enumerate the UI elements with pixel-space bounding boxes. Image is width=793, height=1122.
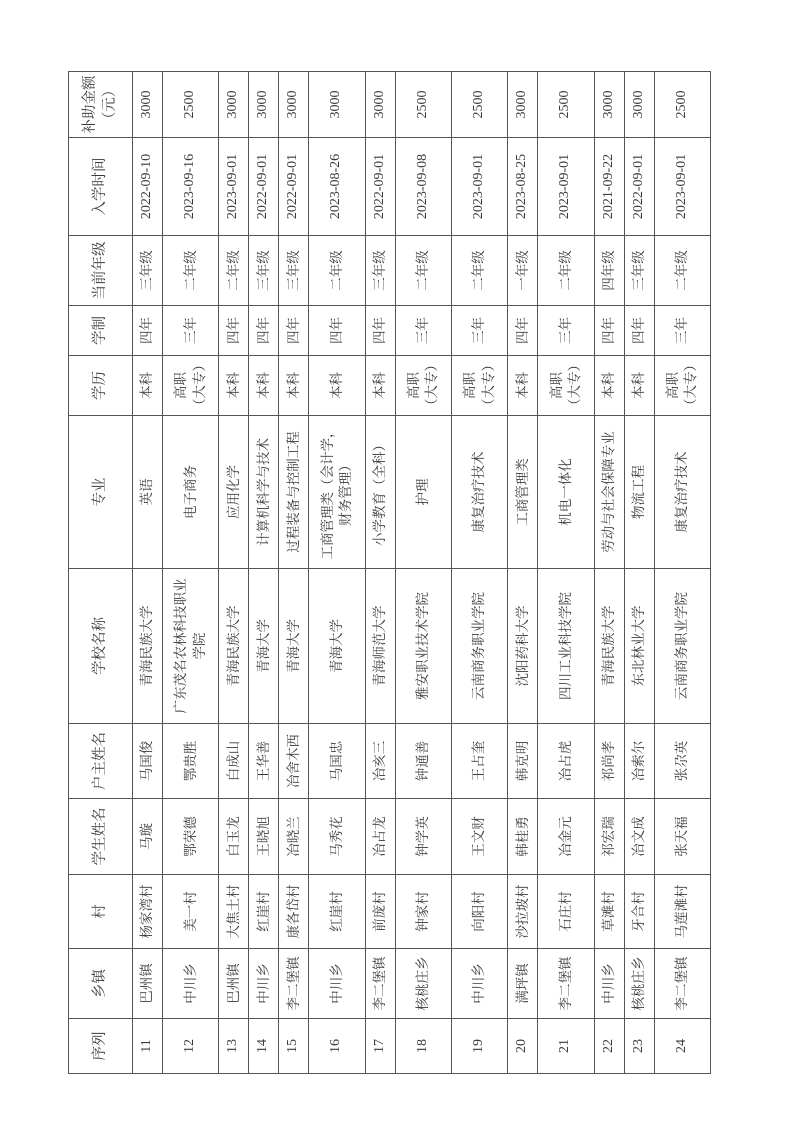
table-row — [508, 72, 538, 1074]
table-cell: 过程装备与控制工程 — [279, 416, 309, 569]
table-cell: 15 — [279, 1019, 309, 1074]
table-cell: 三年级 — [249, 236, 279, 306]
table-cell: 19 — [451, 1019, 507, 1074]
table-cell: 本科 — [309, 356, 365, 416]
table-cell: 3000 — [133, 72, 163, 138]
table-cell: 云南商务职业学院 — [451, 569, 507, 724]
table-cell: 康各岱村 — [279, 875, 309, 949]
table-cell: 康复治疗技术 — [451, 416, 507, 569]
header-cell: 补助金额（元） — [69, 72, 133, 138]
table-cell: 2023-09-01 — [219, 138, 249, 236]
rotated-table-wrapper — [68, 72, 711, 1074]
table-cell: 3000 — [365, 72, 395, 138]
table-cell: 3000 — [508, 72, 538, 138]
table-cell: 冶占龙 — [365, 799, 395, 875]
table-cell: 11 — [133, 1019, 163, 1074]
table-cell: 高职（大专） — [162, 356, 218, 416]
table-cell: 冶金元 — [538, 799, 594, 875]
table-cell: 向阳村 — [451, 875, 507, 949]
table-cell: 核桃庄乡 — [395, 949, 451, 1019]
table-cell: 23 — [624, 1019, 654, 1074]
header-cell: 当前年级 — [69, 236, 133, 306]
table-row — [538, 72, 594, 1074]
table-cell: 二年级 — [538, 236, 594, 306]
table-cell: 四年 — [309, 306, 365, 356]
table-cell: 三年 — [162, 306, 218, 356]
table-row — [249, 72, 279, 1074]
table-row — [594, 72, 624, 1074]
table-cell: 2500 — [538, 72, 594, 138]
table-cell: 2022-09-01 — [249, 138, 279, 236]
table-cell: 张天福 — [654, 799, 711, 875]
table-cell: 四年 — [279, 306, 309, 356]
table-cell: 马国忠 — [309, 724, 365, 799]
table-cell: 3000 — [279, 72, 309, 138]
table-cell: 3000 — [249, 72, 279, 138]
table-cell: 中川乡 — [249, 949, 279, 1019]
table-cell: 22 — [594, 1019, 624, 1074]
table-cell: 王占奎 — [451, 724, 507, 799]
table-cell: 二年级 — [309, 236, 365, 306]
table-cell: 2023-09-01 — [538, 138, 594, 236]
table-cell: 李二堡镇 — [654, 949, 711, 1019]
table-cell: 机电一体化 — [538, 416, 594, 569]
table-cell: 康复治疗技术 — [654, 416, 711, 569]
table-cell: 雅安职业技术学院 — [395, 569, 451, 724]
table-cell: 鄂荣德 — [162, 799, 218, 875]
table-cell: 青海民族大学 — [133, 569, 163, 724]
table-cell: 劳动与社会保障专业 — [594, 416, 624, 569]
table-cell: 美一村 — [162, 875, 218, 949]
table-row — [162, 72, 218, 1074]
header-cell: 学生姓名 — [69, 799, 133, 875]
table-cell: 12 — [162, 1019, 218, 1074]
table-cell: 红崖村 — [309, 875, 365, 949]
table-cell: 14 — [249, 1019, 279, 1074]
table-cell: 高职（大专） — [538, 356, 594, 416]
table-cell: 王晓旭 — [249, 799, 279, 875]
table-row — [279, 72, 309, 1074]
table-cell: 二年级 — [395, 236, 451, 306]
table-cell: 三年级 — [365, 236, 395, 306]
table-cell: 2023-08-26 — [309, 138, 365, 236]
table-cell: 巴州镇 — [219, 949, 249, 1019]
table-cell: 钟通善 — [395, 724, 451, 799]
table-row — [654, 72, 711, 1074]
table-cell: 四年 — [133, 306, 163, 356]
table-cell: 鄂贵胜 — [162, 724, 218, 799]
table-cell: 冶占虎 — [538, 724, 594, 799]
table-cell: 2023-08-25 — [508, 138, 538, 236]
table-row — [451, 72, 507, 1074]
table-cell: 满坪镇 — [508, 949, 538, 1019]
table-cell: 红崖村 — [249, 875, 279, 949]
table-cell: 一年级 — [508, 236, 538, 306]
table-cell: 李二堡镇 — [538, 949, 594, 1019]
table-cell: 2022-09-01 — [279, 138, 309, 236]
table-cell: 护理 — [395, 416, 451, 569]
table-cell: 冶索尔 — [624, 724, 654, 799]
table-cell: 张尕英 — [654, 724, 711, 799]
table-cell: 东北林业大学 — [624, 569, 654, 724]
table-cell: 18 — [395, 1019, 451, 1074]
header-cell: 学制 — [69, 306, 133, 356]
table-cell: 祁宏瑞 — [594, 799, 624, 875]
header-row — [69, 72, 133, 1074]
table-cell: 电子商务 — [162, 416, 218, 569]
table-cell: 2022-09-01 — [624, 138, 654, 236]
table-cell: 二年级 — [451, 236, 507, 306]
table-cell: 3000 — [624, 72, 654, 138]
table-row — [395, 72, 451, 1074]
table-cell: 20 — [508, 1019, 538, 1074]
table-cell: 英语 — [133, 416, 163, 569]
table-cell: 中川乡 — [162, 949, 218, 1019]
table-cell: 钟学英 — [395, 799, 451, 875]
table-cell: 本科 — [133, 356, 163, 416]
table-cell: 13 — [219, 1019, 249, 1074]
table-cell: 白玉龙 — [219, 799, 249, 875]
table-cell: 21 — [538, 1019, 594, 1074]
table-cell: 二年级 — [654, 236, 711, 306]
table-cell: 韩克明 — [508, 724, 538, 799]
header-cell: 村 — [69, 875, 133, 949]
table-cell: 三年级 — [133, 236, 163, 306]
table-cell: 四年 — [365, 306, 395, 356]
table-row — [624, 72, 654, 1074]
table-cell: 沈阳药科大学 — [508, 569, 538, 724]
table-cell: 16 — [309, 1019, 365, 1074]
table-cell: 李二堡镇 — [279, 949, 309, 1019]
table-cell: 3000 — [594, 72, 624, 138]
table-cell: 杨家湾村 — [133, 875, 163, 949]
table-cell: 三年级 — [624, 236, 654, 306]
table-cell: 高职（大专） — [395, 356, 451, 416]
table-cell: 钟家村 — [395, 875, 451, 949]
header-cell: 入学时间 — [69, 138, 133, 236]
table-body — [133, 72, 711, 1074]
table-cell: 2500 — [162, 72, 218, 138]
table-cell: 17 — [365, 1019, 395, 1074]
table-cell: 24 — [654, 1019, 711, 1074]
table-cell: 物流工程 — [624, 416, 654, 569]
table-cell: 四年 — [219, 306, 249, 356]
table-cell: 牙合村 — [624, 875, 654, 949]
table-cell: 中川乡 — [309, 949, 365, 1019]
table-cell: 2023-09-01 — [451, 138, 507, 236]
table-cell: 广东茂名农林科技职业学院 — [162, 569, 218, 724]
table-cell: 2022-09-10 — [133, 138, 163, 236]
table-cell: 李二堡镇 — [365, 949, 395, 1019]
table-cell: 四川工业科技学院 — [538, 569, 594, 724]
table-cell: 2023-09-16 — [162, 138, 218, 236]
table-cell: 云南商务职业学院 — [654, 569, 711, 724]
header-cell: 户主姓名 — [69, 724, 133, 799]
table-cell: 2022-09-01 — [365, 138, 395, 236]
table-cell: 2500 — [451, 72, 507, 138]
table-cell: 三年 — [538, 306, 594, 356]
table-cell: 工商管理类（会计学，财务管理） — [309, 416, 365, 569]
table-cell: 前庞村 — [365, 875, 395, 949]
table-cell: 四年 — [508, 306, 538, 356]
table-cell: 石庄村 — [538, 875, 594, 949]
table-cell: 高职（大专） — [654, 356, 711, 416]
table-cell: 四年 — [594, 306, 624, 356]
table-cell: 三年 — [654, 306, 711, 356]
table-cell: 青海民族大学 — [594, 569, 624, 724]
table-cell: 大焦土村 — [219, 875, 249, 949]
header-cell: 专业 — [69, 416, 133, 569]
table-cell: 马秀花 — [309, 799, 365, 875]
table-cell: 草滩村 — [594, 875, 624, 949]
header-cell: 学校名称 — [69, 569, 133, 724]
table-cell: 青海大学 — [309, 569, 365, 724]
header-cell: 序列 — [69, 1019, 133, 1074]
table-cell: 应用化学 — [219, 416, 249, 569]
table-cell: 冶晓兰 — [279, 799, 309, 875]
table-cell: 中川乡 — [451, 949, 507, 1019]
table-cell: 四年 — [249, 306, 279, 356]
table-cell: 白成山 — [219, 724, 249, 799]
table-cell: 本科 — [365, 356, 395, 416]
table-cell: 本科 — [249, 356, 279, 416]
table-cell: 三年级 — [279, 236, 309, 306]
subsidy-table — [68, 71, 711, 1074]
table-cell: 本科 — [508, 356, 538, 416]
table-cell: 四年级 — [594, 236, 624, 306]
table-row — [219, 72, 249, 1074]
table-cell: 高职（大专） — [451, 356, 507, 416]
header-cell: 乡镇 — [69, 949, 133, 1019]
table-cell: 四年 — [624, 306, 654, 356]
table-cell: 3000 — [309, 72, 365, 138]
table-cell: 本科 — [594, 356, 624, 416]
table-cell: 2023-09-01 — [654, 138, 711, 236]
table-row — [365, 72, 395, 1074]
table-cell: 马莲滩村 — [654, 875, 711, 949]
table-cell: 王华善 — [249, 724, 279, 799]
table-cell: 冶亥三 — [365, 724, 395, 799]
table-cell: 本科 — [624, 356, 654, 416]
table-cell: 青海师范大学 — [365, 569, 395, 724]
table-cell: 三年 — [395, 306, 451, 356]
table-row — [309, 72, 365, 1074]
table-cell: 中川乡 — [594, 949, 624, 1019]
table-cell: 2500 — [395, 72, 451, 138]
table-cell: 小学教育（全科） — [365, 416, 395, 569]
table-cell: 马璇 — [133, 799, 163, 875]
table-cell: 巴州镇 — [133, 949, 163, 1019]
table-cell: 青海大学 — [279, 569, 309, 724]
table-row — [133, 72, 163, 1074]
table-cell: 2021-09-22 — [594, 138, 624, 236]
table-cell: 青海大学 — [249, 569, 279, 724]
table-cell: 马国俊 — [133, 724, 163, 799]
table-cell: 计算机科学与技术 — [249, 416, 279, 569]
table-cell: 二年级 — [162, 236, 218, 306]
table-cell: 三年 — [451, 306, 507, 356]
table-cell: 核桃庄乡 — [624, 949, 654, 1019]
table-cell: 本科 — [219, 356, 249, 416]
table-cell: 本科 — [279, 356, 309, 416]
header-cell: 学历 — [69, 356, 133, 416]
table-cell: 沙拉坡村 — [508, 875, 538, 949]
table-cell: 冶文成 — [624, 799, 654, 875]
table-cell: 二年级 — [219, 236, 249, 306]
table-cell: 祁尚孝 — [594, 724, 624, 799]
table-cell: 2500 — [654, 72, 711, 138]
table-cell: 王文财 — [451, 799, 507, 875]
table-cell: 工商管理类 — [508, 416, 538, 569]
table-cell: 冶舍木西 — [279, 724, 309, 799]
table-cell: 青海民族大学 — [219, 569, 249, 724]
table-cell: 3000 — [219, 72, 249, 138]
table-cell: 2023-09-08 — [395, 138, 451, 236]
table-cell: 韩桂勇 — [508, 799, 538, 875]
